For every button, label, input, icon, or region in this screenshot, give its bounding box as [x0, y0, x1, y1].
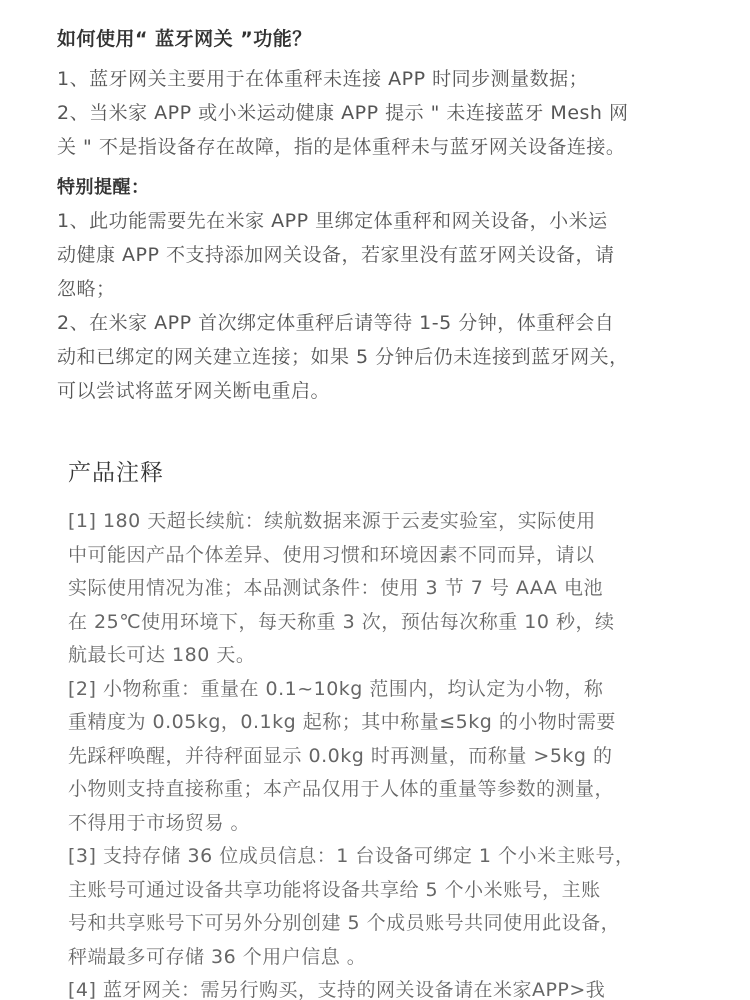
product-notes-heading: 产品注释: [68, 460, 164, 486]
reminder-line: 可以尝试将蓝牙网关断电重启。: [57, 380, 331, 402]
faq-answer: [57, 62, 717, 164]
note-line: 秤端最多可存储 36 个用户信息 。: [68, 945, 367, 968]
reminder-line: 忽略；: [57, 278, 116, 300]
note-line: 号和共享账号下可另外分别创建 5 个成员账号共同使用此设备，: [68, 912, 621, 934]
note-line: [4] 蓝牙网关：需另行购买，支持的网关设备请在米家APP>我: [68, 979, 606, 1000]
faq-line: 关 " 不是指设备存在故障，指的是体重秤未与蓝牙网关设备连接。: [57, 136, 626, 158]
faq-line: 2、当米家 APP 或小米运动健康 APP 提示 " 未连接蓝牙 Mesh 网: [57, 102, 629, 124]
note-line: [3] 支持存储 36 位成员信息：1 台设备可绑定 1 个小米主账号，: [68, 845, 635, 867]
note-line: 重精度为 0.05kg，0.1kg 起称；其中称量≤5kg 的小物时需要: [68, 711, 616, 733]
reminder-line: 1、此功能需要先在米家 APP 里绑定体重秤和网关设备，小米运: [57, 210, 608, 232]
product-notes-body: [68, 505, 708, 1000]
note-line: 先踩秤唤醒，并待秤面显示 0.0kg 时再测量，而称量 >5kg 的: [68, 744, 613, 767]
faq-line: 1、蓝牙网关主要用于在体重秤未连接 APP 时同步测量数据；: [57, 68, 589, 90]
note-line: 在 25℃使用环境下，每天称重 3 次，预估每次称重 10 秒，续: [68, 610, 615, 633]
reminder-title: 特别提醒：: [57, 177, 150, 198]
note-line: 不得用于市场贸易 。: [68, 811, 251, 834]
faq-title: 如何使用“ 蓝牙网关 ”功能？: [57, 28, 312, 50]
note-line: [1] 180 天超长续航：续航数据来源于云麦实验室，实际使用: [68, 510, 596, 532]
note-line: 航最长可达 180 天。: [68, 644, 256, 666]
note-line: 主账号可通过设备共享功能将设备共享给 5 个小米账号，主账: [68, 878, 601, 901]
note-line: 实际使用情况为准；本品测试条件：使用 3 节 7 号 AAA 电池: [68, 577, 603, 599]
reminder-line: 动和已绑定的网关建立连接；如果 5 分钟后仍未连接到蓝牙网关，: [57, 346, 629, 368]
reminder-line: 2、在米家 APP 首次绑定体重秤后请等待 1-5 分钟，体重秤会自: [57, 312, 615, 334]
reminder-body: [57, 204, 717, 408]
note-line: [2] 小物称重：重量在 0.1~10kg 范围内，均认定为小物，称: [68, 677, 604, 700]
reminder-line: 动健康 APP 不支持添加网关设备，若家里没有蓝牙网关设备，请: [57, 244, 615, 266]
note-line: 小物则支持直接称重；本产品仅用于人体的重量等参数的测量，: [68, 778, 615, 800]
note-line: 中可能因产品个体差异、使用习惯和环境因素不同而异，请以: [68, 543, 595, 566]
